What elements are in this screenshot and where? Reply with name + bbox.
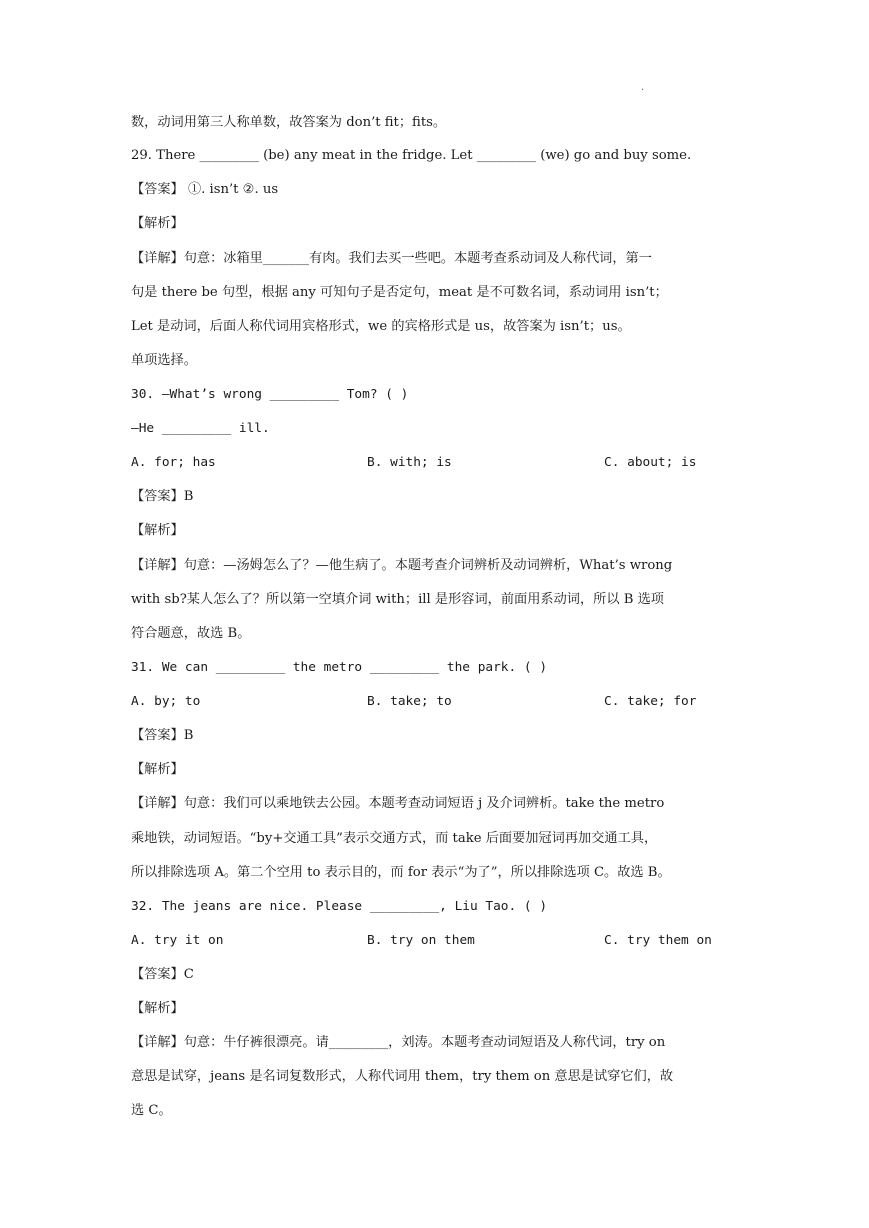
explanation-line: with sb?某人怎么了？所以第一空填介词 with；ill 是形容词，前面用系动词，所以 B 选项 bbox=[131, 592, 664, 607]
option-c: C. try them on bbox=[604, 933, 712, 948]
explanation-line: 意思是试穿，jeans 是名词复数形式，人称代词用 them，try them on 意思是试穿它们，故 bbox=[131, 1069, 674, 1084]
analysis-label: 【解析】 bbox=[131, 523, 184, 538]
explanation-line: 【详解】句意：—汤姆怎么了？—他生病了。本题考查介词辨析及动词辨析，What’s wrong bbox=[131, 558, 673, 573]
answer-line: 【答案】C bbox=[131, 967, 194, 982]
explanation-line: 【详解】句意：牛仔裤很漂亮。请_________，刘涛。本题考查动词短语及人称代词，try on bbox=[131, 1035, 666, 1050]
analysis-label: 【解析】 bbox=[131, 762, 184, 777]
explanation-line: 【详解】句意：冰箱里_______有肉。我们去买一些吧。本题考查系动词及人称代词，第一 bbox=[131, 251, 652, 266]
question-31: 31. We can _________ the metro _________ the park. ( ) bbox=[131, 660, 548, 675]
analysis-label: 【解析】 bbox=[131, 216, 184, 231]
option-b: B. try on them bbox=[367, 933, 475, 948]
analysis-label: 【解析】 bbox=[131, 1001, 184, 1016]
explanation-line: 选 C。 bbox=[131, 1103, 172, 1118]
page-mark: . bbox=[641, 82, 645, 93]
explanation-line: 符合题意，故选 B。 bbox=[131, 626, 251, 641]
explanation-line: Let 是动词，后面人称代词用宾格形式，we 的宾格形式是 us，故答案为 isn’t；us。 bbox=[131, 319, 631, 334]
text-line: 数，动词用第三人称单数，故答案为 don’t fit；fits。 bbox=[131, 115, 447, 130]
answer-line: 【答案】B bbox=[131, 728, 194, 743]
explanation-line: 乘地铁，动词短语。“by+交通工具”表示交通方式，而 take 后面要加冠词再加交通工具， bbox=[131, 831, 658, 846]
explanation-line: 句是 there be 句型，根据 any 可知句子是否定句，meat 是不可数名词，系动词用 isn’t； bbox=[131, 285, 668, 300]
explanation-line: 【详解】句意：我们可以乘地铁去公园。本题考查动词短语 j 及介词辨析。take the metro bbox=[131, 796, 665, 811]
option-c: C. about; is bbox=[604, 455, 697, 470]
answer-line: 【答案】 ①. isn’t ②. us bbox=[131, 182, 279, 197]
question-29: 29. There _________ (be) any meat in the fridge. Let _________ (we) go and buy some. bbox=[131, 148, 692, 163]
question-30: 30. —What’s wrong _________ Tom? ( ) bbox=[131, 387, 409, 402]
option-c: C. take; for bbox=[604, 694, 697, 709]
option-a: A. try it on bbox=[131, 933, 224, 948]
section-heading: 单项选择。 bbox=[131, 353, 197, 368]
question-30-reply: —He _________ ill. bbox=[131, 421, 270, 436]
option-b: B. take; to bbox=[367, 694, 452, 709]
option-a: A. for; has bbox=[131, 455, 216, 470]
explanation-line: 所以排除选项 A。第二个空用 to 表示目的，而 for 表示“为了”，所以排除选项 C。故选 B。 bbox=[131, 865, 671, 880]
question-32: 32. The jeans are nice. Please _________, Liu Tao. ( ) bbox=[131, 899, 548, 914]
answer-line: 【答案】B bbox=[131, 489, 194, 504]
option-b: B. with; is bbox=[367, 455, 452, 470]
option-a: A. by; to bbox=[131, 694, 201, 709]
